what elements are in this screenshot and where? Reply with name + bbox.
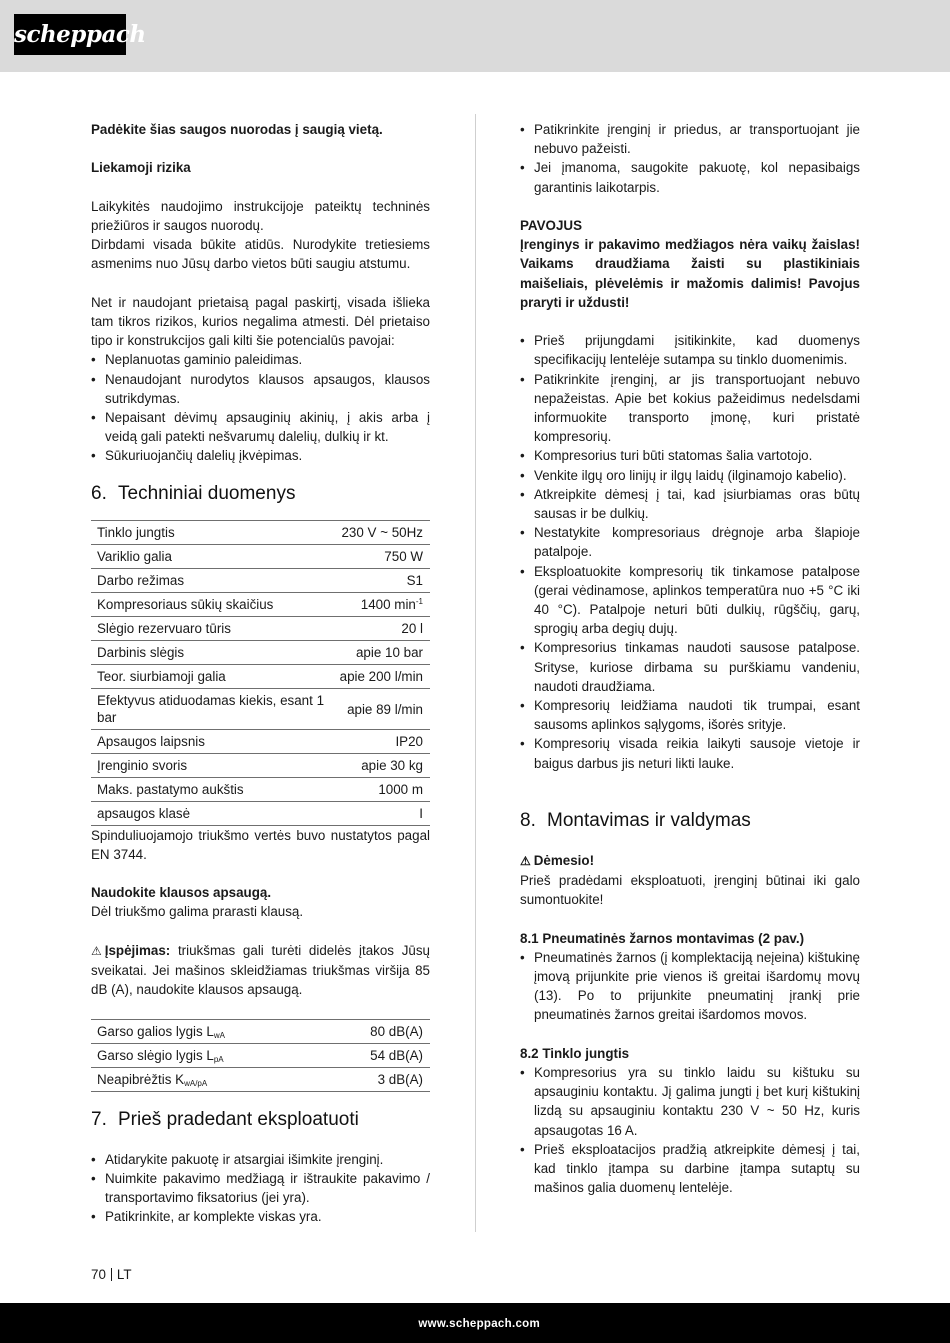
spec-value: S1 (334, 568, 430, 592)
right-column (520, 120, 860, 1198)
table-row (91, 729, 430, 753)
ear-protection-title: Naudokite klausos apsaugą. (91, 885, 272, 901)
noise-warning: ⚠ Įspėjimas: triukšmas gali turėti didelės įtakos Jūsų sveikatai. Jei mašinos skleidžiamas triukšmas viršija 85 dB (A), naudokite klausos apsaugą. (91, 942, 430, 998)
spec-value: apie 200 l/min (334, 664, 430, 688)
list-item: • Patikrinkite įrenginį, ar jis transportuojant nebuvo nepažeistas. Apie bet kokius pažeidimus nedelsdami informuokite transporto įmonę, kuri pristatė kompresorių. (520, 370, 860, 447)
noise-value: 3 dB(A) (322, 1067, 430, 1091)
list-item: • Sūkuriuojančių dalelių įkvėpimas. (91, 446, 430, 465)
list-item: • Prieš prijungdami įsitikinkite, kad duomenys specifikacijų lentelėje sutampa su tinklo duomenimis. (520, 331, 860, 369)
section-8-heading: 8. Montavimas ir valdymas (520, 809, 751, 831)
list-item: • Venkite ilgų oro linijų ir ilgų laidų (ilginamojo kabelio). (520, 466, 860, 485)
residual-risk-title: Liekamoji rizika (91, 160, 191, 176)
list-item: • Nenaudojant nurodytos klausos apsaugos, klausos sutrikdymas. (91, 370, 430, 408)
brand-logo: scheppach (14, 14, 126, 55)
noise-label: Neapibrėžtis $K_{wA/pA}$ (91, 1067, 322, 1091)
table-row (91, 544, 430, 568)
table-row (91, 568, 430, 592)
list-item: • Patikrinkite, ar komplekte viskas yra. (91, 1207, 430, 1226)
spec-value: I (334, 801, 430, 825)
section-6-heading: 6. Techniniai duomenys (91, 482, 296, 504)
page-number: 70 LT (91, 1267, 132, 1282)
spec-label: apsaugos klasė (91, 801, 334, 825)
warning-icon: ⚠ (520, 853, 531, 868)
spec-table (91, 520, 430, 826)
table-row (91, 592, 430, 616)
spec-label: Įrenginio svoris (91, 753, 334, 777)
list-item: • Jei įmanoma, saugokite pakuotę, kol nepasibaigs garantinis laikotarpis. (520, 158, 860, 196)
spec-label: Variklio galia (91, 544, 334, 568)
footer-bar (0, 1303, 950, 1343)
spec-label: Teor. siurbiamoji galia (91, 664, 334, 688)
section-8-2-title: 8.2 Tinklo jungtis (520, 1045, 630, 1061)
table-row (91, 777, 430, 801)
danger-text: Įrenginys ir pakavimo medžiagos nėra vaikų žaislas! Vaikams draudžiama žaisti su plastikiniais maišeliais, plėvelėmis ir mažomis dalimis! Pavojus praryti ir uždusti! (520, 237, 860, 310)
list-item: • Kompresorių visada reikia laikyti sausoje vietoje ir baigus darbus jis neturi likti lauke. (520, 734, 860, 772)
table-row (91, 520, 430, 544)
list-item: • Nepaisant dėvimų apsauginių akinių, į akis arba į veidą gali patekti nešvarumų dalelių, dulkių ir kt. (91, 408, 430, 446)
table-row (91, 688, 430, 729)
column-divider (475, 114, 476, 1232)
residual-paragraph-1b: Dirbdami visada būkite atidūs. Nurodykite tretiesiems asmenims nuo Jūsų darbo vietos būti saugiu atstumu. (91, 237, 430, 272)
spec-label: Tinklo jungtis (91, 520, 334, 544)
table-row (91, 640, 430, 664)
spec-value: 750 W (334, 544, 430, 568)
list-item: • Pneumatinės žarnos (į komplektaciją neįeina) kištukinę įmovą prijunkite prie vienos iš greitai išardomų movų (13). Po to prijunkite pneumatinį įrankį prie pneumatinės žarnos greitai išardomos movos. (520, 948, 860, 1025)
list-item: • Nuimkite pakavimo medžiagą ir ištraukite pakavimo / transportavimo fiksatorius (jei yra). (91, 1169, 430, 1207)
list-item: • Patikrinkite įrenginį ir priedus, ar transportuojant jie nebuvo pažeisti. (520, 120, 860, 158)
table-row (91, 1019, 430, 1043)
noise-table (91, 1019, 430, 1092)
attention-text: Prieš pradėdami eksploatuoti, įrenginį būtinai iki galo sumontuokite! (520, 873, 860, 908)
danger-title: PAVOJUS (520, 218, 583, 233)
header-bar (0, 0, 950, 72)
section-7-heading: 7. Prieš pradedant eksploatuoti (91, 1108, 359, 1130)
spec-label: Efektyvus atiduodamas kiekis, esant 1 bar (91, 688, 334, 729)
list-item: • Neplanuotas gaminio paleidimas. (91, 350, 430, 369)
table-row (91, 664, 430, 688)
spec-value: 1400 $\min^{-1}$ (334, 592, 430, 616)
list-item: • Atkreipkite dėmesį į tai, kad įsiurbiamas oras būtų sausas ir be dulkių. (520, 485, 860, 523)
spec-value: 230 V ~ 50Hz (334, 520, 430, 544)
spec-label: Apsaugos laipsnis (91, 729, 334, 753)
list-item: • Nestatykite kompresoriaus drėgnoje arba šlapioje patalpoje. (520, 523, 860, 561)
table-row (91, 753, 430, 777)
list-item: • Atidarykite pakuotę ir atsargiai išimkite įrenginį. (91, 1150, 430, 1169)
spec-label: Darbo režimas (91, 568, 334, 592)
inspection-list (520, 120, 860, 197)
list-item: • Prieš eksploatacijos pradžią atkreipkite dėmesį į tai, kad tinklo įtampa su darbine įtampa sutaptų su mašinos galia duomenų lentelėje. (520, 1140, 860, 1198)
spec-value: apie 30 kg (334, 753, 430, 777)
table-row (91, 616, 430, 640)
setup-checks-list (520, 331, 860, 773)
spec-value: 1000 m (334, 777, 430, 801)
noise-value: 54 dB(A) (322, 1043, 430, 1067)
warning-icon: ⚠ (91, 943, 102, 958)
spec-value: apie 10 bar (334, 640, 430, 664)
left-column (91, 120, 430, 1226)
before-use-list (91, 1150, 430, 1227)
spec-value: IP20 (334, 729, 430, 753)
spec-value: 20 l (334, 616, 430, 640)
website-link[interactable]: www.scheppach.com (418, 1318, 540, 1330)
table-row (91, 801, 430, 825)
table-row (91, 1043, 430, 1067)
residual-paragraph-1a: Laikykitės naudojimo instrukcijoje pateiktų techninės priežiūros ir saugos nuorodų. (91, 198, 430, 233)
spec-label: Darbinis slėgis (91, 640, 334, 664)
spec-label: Slėgio rezervuaro tūris (91, 616, 334, 640)
spec-value: apie 89 l/min (334, 688, 430, 729)
noise-label: Garso slėgio lygis $L_{pA}$ (91, 1043, 322, 1067)
list-item: • Kompresorius yra su tinklo laidu su kištuku su apsauginiu kontaktu. Jį galima jungti į bet kurį kištukinį lizdą su apsauginiu kontaktu 230 V ~ 50 Hz, kuris apsaugotas 16 A. (520, 1063, 860, 1140)
ear-protection-text: Dėl triukšmo galima prarasti klausą. (91, 904, 304, 920)
list-item: • Eksploatuokite kompresorių tik tinkamose patalpose (gerai vėdinamose, aplinkos temperatūra nuo +5 °C iki 40 °C). Patalpoje neturi būti dulkių, rūgščių, garų, sprogių arba degių dujų. (520, 562, 860, 639)
attention-title: ⚠ Dėmesio! (520, 851, 860, 871)
hose-install-list (520, 948, 860, 1025)
residual-paragraph-2: Net ir naudojant prietaisą pagal paskirtį, visada išlieka tam tikros rizikos, kurios negalima atmesti. Dėl prietaiso tipo ir konstrukcijos gali kilti šie potencialūs pavojai: (91, 294, 430, 349)
spec-label: Kompresoriaus sūkių skaičius (91, 592, 334, 616)
risk-list (91, 350, 430, 465)
list-item: • Kompresorius turi būti statomas šalia vartotojo. (520, 446, 860, 465)
spec-label: Maks. pastatymo aukštis (91, 777, 334, 801)
section-8-1-title: 8.1 Pneumatinės žarnos montavimas (2 pav.) (520, 930, 805, 946)
noise-measure-note: Spinduliuojamojo triukšmo vertės buvo nustatytos pagal EN 3744. (91, 827, 430, 862)
list-item: • Kompresorius tinkamas naudoti sausose patalpose. Srityse, kuriose dirbama su purškiamu vandeniu, naudoti draudžiama. (520, 638, 860, 696)
intro-note: Padėkite šias saugos nuorodas į saugią vietą. (91, 122, 383, 137)
noise-value: 80 dB(A) (322, 1019, 430, 1043)
noise-label: Garso galios lygis $L_{wA}$ (91, 1019, 322, 1043)
mains-connection-list (520, 1063, 860, 1197)
table-row (91, 1067, 430, 1091)
list-item: • Kompresorių leidžiama naudoti tik trumpai, esant sausoms aplinkos sąlygoms, išorės srityje. (520, 696, 860, 734)
